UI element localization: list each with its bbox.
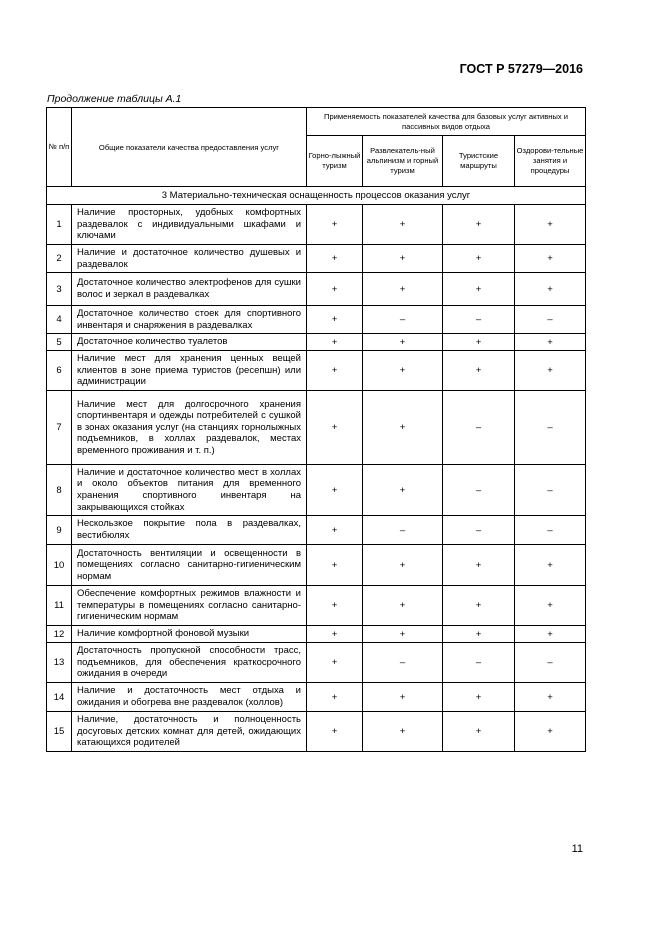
applicability-mark: + (307, 306, 363, 334)
applicability-mark: + (443, 683, 515, 712)
applicability-mark: + (443, 545, 515, 586)
col-header-service: Горно-лыжный туризм (307, 136, 363, 187)
table-row (47, 351, 586, 391)
quality-indicators-table (46, 107, 586, 752)
applicability-mark: – (515, 516, 586, 545)
applicability-mark: – (443, 306, 515, 334)
applicability-mark: + (307, 586, 363, 626)
table-row (47, 683, 586, 712)
table-row (47, 273, 586, 306)
applicability-mark: + (515, 245, 586, 273)
table-row (47, 245, 586, 273)
row-criterion: Наличие и достаточное количество душевых и раздевалок (72, 245, 307, 273)
row-number: 9 (47, 516, 72, 545)
applicability-mark: + (307, 683, 363, 712)
row-number: 1 (47, 205, 72, 245)
row-number: 8 (47, 465, 72, 516)
applicability-mark: – (443, 516, 515, 545)
applicability-mark: – (443, 465, 515, 516)
applicability-mark: + (443, 245, 515, 273)
applicability-mark: + (363, 465, 443, 516)
row-criterion: Достаточность вентиляции и освещенности в помещениях согласно санитарно-гигиеническим нормам (72, 545, 307, 586)
applicability-mark: + (363, 391, 443, 465)
row-criterion: Наличие и достаточность мест отдыха и ожидания и обогрева вне раздевалок (холлов) (72, 683, 307, 712)
row-number: 7 (47, 391, 72, 465)
applicability-mark: + (515, 545, 586, 586)
applicability-mark: + (443, 273, 515, 306)
row-number: 11 (47, 586, 72, 626)
row-criterion: Наличие мест для долгосрочного хранения спортинвентаря и одежды потребителей с сушкой в зонах оказания услуг (на станциях горнолыжных подъемников, в холлах раздевалок, местах временного проживания и т. п.) (72, 391, 307, 465)
applicability-mark: + (307, 205, 363, 245)
applicability-mark: + (307, 391, 363, 465)
applicability-mark: + (515, 273, 586, 306)
table-row (47, 516, 586, 545)
applicability-mark: + (363, 205, 443, 245)
table-caption: Продолжение таблицы А.1 (47, 93, 182, 105)
row-criterion: Наличие комфортной фоновой музыки (72, 626, 307, 643)
row-criterion: Достаточное количество туалетов (72, 334, 307, 351)
table-row (47, 712, 586, 752)
row-number: 10 (47, 545, 72, 586)
applicability-mark: + (515, 712, 586, 752)
row-number: 13 (47, 643, 72, 683)
table-row (47, 334, 586, 351)
table-row (47, 306, 586, 334)
row-number: 2 (47, 245, 72, 273)
applicability-mark: + (307, 643, 363, 683)
row-criterion: Наличие и достаточное количество мест в холлах и около объектов питания для временного хранения спортивного инвентаря на закрывающихся стойках (72, 465, 307, 516)
col-header-service: Развлекатель-ный альпинизм и горный туризм (363, 136, 443, 187)
applicability-mark: – (443, 643, 515, 683)
page-number: 11 (571, 843, 583, 855)
applicability-mark: + (363, 334, 443, 351)
col-header-service: Туристские маршруты (443, 136, 515, 187)
applicability-mark: + (443, 626, 515, 643)
row-number: 5 (47, 334, 72, 351)
applicability-mark: + (443, 205, 515, 245)
applicability-mark: + (515, 683, 586, 712)
row-criterion: Достаточность пропускной способности трасс, подъемников, для обеспечения краткосрочного ожидания в очереди (72, 643, 307, 683)
row-criterion: Наличие мест для хранения ценных вещей клиентов в зоне приема туристов (ресепшн) или администрации (72, 351, 307, 391)
applicability-mark: + (363, 245, 443, 273)
col-header-number: № п/п (47, 108, 72, 187)
applicability-mark: – (363, 306, 443, 334)
table-row (47, 586, 586, 626)
applicability-mark: + (307, 516, 363, 545)
row-number: 12 (47, 626, 72, 643)
row-number: 4 (47, 306, 72, 334)
applicability-mark: + (515, 586, 586, 626)
table-row (47, 626, 586, 643)
applicability-mark: + (363, 273, 443, 306)
applicability-mark: – (363, 516, 443, 545)
applicability-mark: + (307, 273, 363, 306)
applicability-mark: + (515, 205, 586, 245)
applicability-mark: – (443, 391, 515, 465)
table-row (47, 205, 586, 245)
applicability-mark: + (363, 683, 443, 712)
table-row (47, 643, 586, 683)
row-number: 15 (47, 712, 72, 752)
applicability-mark: + (307, 334, 363, 351)
row-number: 14 (47, 683, 72, 712)
applicability-mark: + (363, 626, 443, 643)
row-criterion: Обеспечение комфортных режимов влажности и температуры в помещениях согласно санитарно-гигиеническим нормам (72, 586, 307, 626)
table-row (47, 545, 586, 586)
col-header-criteria: Общие показатели качества предоставления услуг (72, 108, 307, 187)
applicability-mark: + (515, 334, 586, 351)
table-row (47, 391, 586, 465)
applicability-mark: + (363, 351, 443, 391)
applicability-mark: + (443, 351, 515, 391)
section-title: 3 Материально-техническая оснащенность процессов оказания услуг (47, 187, 586, 205)
row-criterion: Наличие, достаточность и полноценность досуговых детских комнат для детей, ожидающих катающихся родителей (72, 712, 307, 752)
row-criterion: Нескользкое покрытие пола в раздевалках, вестибюлях (72, 516, 307, 545)
applicability-mark: – (515, 643, 586, 683)
applicability-mark: – (363, 643, 443, 683)
table-row (47, 465, 586, 516)
applicability-mark: – (515, 306, 586, 334)
applicability-mark: + (363, 586, 443, 626)
row-criterion: Достаточное количество электрофенов для сушки волос и зеркал в раздевалках (72, 273, 307, 306)
applicability-mark: – (515, 391, 586, 465)
applicability-mark: + (307, 545, 363, 586)
applicability-mark: + (515, 351, 586, 391)
applicability-mark: + (307, 245, 363, 273)
row-number: 3 (47, 273, 72, 306)
col-header-service: Оздорови-тельные занятия и процедуры (515, 136, 586, 187)
applicability-mark: + (307, 626, 363, 643)
row-criterion: Наличие просторных, удобных комфортных раздевалок с индивидуальными шкафами и ключами (72, 205, 307, 245)
row-criterion: Достаточное количество стоек для спортивного инвентаря и снаряжения в раздевалках (72, 306, 307, 334)
applicability-mark: + (443, 334, 515, 351)
applicability-mark: + (307, 712, 363, 752)
applicability-mark: + (307, 465, 363, 516)
document-code: ГОСТ Р 57279—2016 (459, 62, 583, 76)
applicability-mark: + (515, 626, 586, 643)
applicability-mark: + (307, 351, 363, 391)
col-header-group: Применяемость показателей качества для базовых услуг активных и пассивных видов отдыха (307, 108, 586, 136)
row-number: 6 (47, 351, 72, 391)
applicability-mark: + (363, 545, 443, 586)
applicability-mark: + (443, 586, 515, 626)
applicability-mark: + (443, 712, 515, 752)
applicability-mark: + (363, 712, 443, 752)
applicability-mark: – (515, 465, 586, 516)
